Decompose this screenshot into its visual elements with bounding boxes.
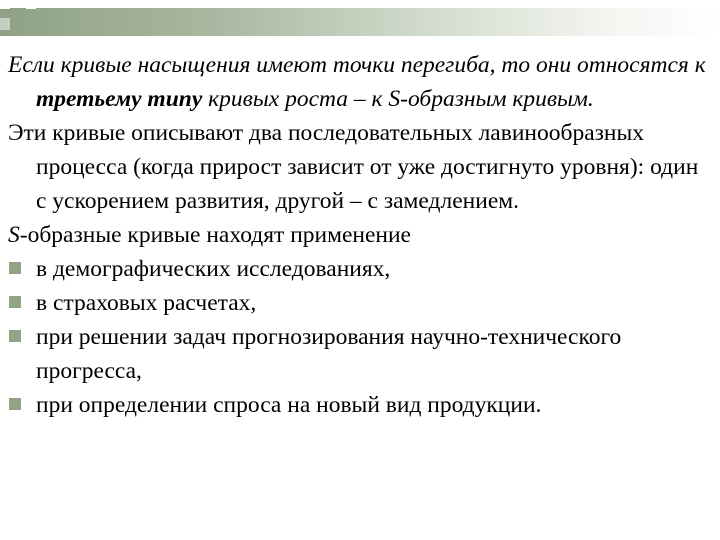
- header-square-icon: [0, 18, 10, 30]
- list-item-text: в демографических исследованиях,: [36, 256, 391, 282]
- p1-text-start: Если кривые насыщения имеют точки перегиба, то они относятся к: [8, 52, 706, 78]
- list-item-text: в страховых расчетах,: [36, 290, 257, 316]
- square-bullet-icon: [9, 296, 21, 308]
- p1-emphasis: третьему типу: [36, 86, 203, 112]
- list-item-text: при решении задач прогнозирования научно-технического прогресса,: [36, 324, 622, 384]
- list-item: [8, 388, 708, 422]
- square-bullet-icon: [9, 330, 21, 342]
- paragraph-applications-intro: [8, 218, 708, 252]
- list-item: [8, 252, 708, 286]
- p3-text: -образные кривые находят применение: [19, 222, 411, 248]
- list-item: [8, 286, 708, 320]
- paragraph-s-curves-intro: [8, 48, 708, 116]
- paragraph-processes: Эти кривые описывают два последовательных лавинообразных процесса (когда прирост зависит от уже достигнуто уровня): один с ускорением развития, другой – с замедлением.: [8, 120, 699, 214]
- header-decoration: [0, 8, 720, 36]
- p3-s-letter: S: [8, 222, 20, 248]
- list-item-text: при определении спроса на новый вид продукции.: [36, 392, 542, 418]
- slide-content: [8, 48, 708, 422]
- p1-text-end: кривых роста – к S-образным кривым.: [202, 86, 594, 112]
- header-square-icon: [0, 0, 10, 9]
- header-square-icon: [26, 0, 36, 9]
- square-bullet-icon: [9, 262, 21, 274]
- square-bullet-icon: [9, 398, 21, 410]
- list-item: [8, 320, 708, 388]
